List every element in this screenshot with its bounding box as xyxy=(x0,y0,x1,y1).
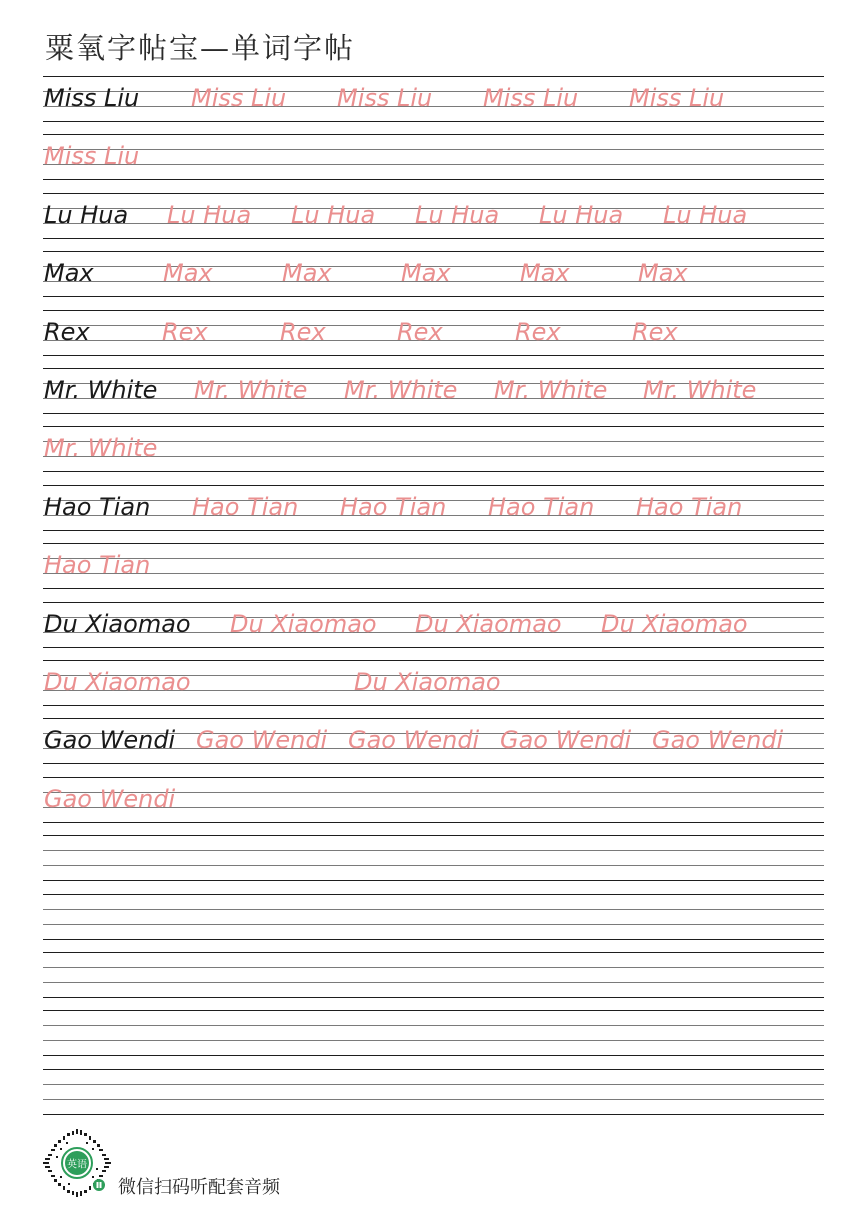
guide-line xyxy=(43,924,824,925)
guide-line xyxy=(43,705,824,706)
model-word: Du Xiaomao xyxy=(44,609,191,638)
writing-line-band xyxy=(43,1010,824,1055)
guide-line xyxy=(43,530,824,531)
guide-line xyxy=(43,909,824,910)
guide-line xyxy=(43,193,824,194)
trace-word: Hao Tian xyxy=(44,551,151,580)
guide-line xyxy=(43,179,824,180)
writing-line-band xyxy=(43,718,824,763)
trace-word: Hao Tian xyxy=(340,492,447,521)
guide-line xyxy=(43,238,824,239)
guide-line xyxy=(43,456,824,457)
guide-line xyxy=(43,880,824,881)
trace-word: Gao Wendi xyxy=(196,726,328,755)
trace-word: Max xyxy=(401,259,451,288)
trace-word: Hao Tian xyxy=(192,492,299,521)
qr-badge-text: 英语 xyxy=(67,1159,87,1171)
guide-line xyxy=(43,967,824,968)
trace-word: Rex xyxy=(632,317,678,346)
trace-word: Hao Tian xyxy=(488,492,595,521)
trace-word: Rex xyxy=(162,317,208,346)
guide-line xyxy=(43,939,824,940)
trace-word: Du Xiaomao xyxy=(354,668,501,696)
guide-line xyxy=(43,602,824,603)
model-word: Hao Tian xyxy=(44,492,151,521)
guide-line xyxy=(43,149,824,150)
scan-audio-caption: 微信扫码听配套音频 xyxy=(118,1177,280,1198)
guide-line xyxy=(43,1040,824,1041)
trace-word: Du Xiaomao xyxy=(415,609,562,638)
guide-line xyxy=(43,251,824,252)
writing-line-band xyxy=(43,660,824,705)
writing-line-band xyxy=(43,894,824,939)
guide-line xyxy=(43,835,824,836)
trace-word: Lu Hua xyxy=(167,200,252,229)
guide-line xyxy=(43,1084,824,1085)
guide-line xyxy=(43,558,824,559)
guide-line xyxy=(43,485,824,486)
trace-word: Max xyxy=(282,259,332,288)
trace-word: Miss Liu xyxy=(337,84,433,112)
guide-line xyxy=(43,76,824,77)
guide-line xyxy=(43,997,824,998)
model-word: Max xyxy=(44,259,94,288)
guide-line xyxy=(43,1099,824,1100)
guide-line xyxy=(43,588,824,589)
trace-word: Lu Hua xyxy=(415,200,500,229)
trace-word: Max xyxy=(638,259,688,288)
trace-word: Du Xiaomao xyxy=(44,668,191,696)
writing-line-band xyxy=(43,543,824,588)
guide-line xyxy=(43,660,824,661)
guide-line xyxy=(43,543,824,544)
model-word: Mr. White xyxy=(44,376,158,404)
guide-line xyxy=(43,647,824,648)
writing-line-band xyxy=(43,426,824,471)
trace-word: Max xyxy=(163,259,213,288)
trace-word: Du Xiaomao xyxy=(230,609,377,638)
trace-word: Rex xyxy=(397,317,443,346)
trace-word: Lu Hua xyxy=(291,200,376,229)
trace-word: Miss Liu xyxy=(44,142,140,171)
trace-word: Du Xiaomao xyxy=(601,609,748,638)
model-word: Lu Hua xyxy=(44,200,129,229)
trace-word: Lu Hua xyxy=(663,200,748,229)
guide-line xyxy=(43,413,824,414)
trace-word: Gao Wendi xyxy=(44,784,176,813)
guide-line xyxy=(43,426,824,427)
guide-line xyxy=(43,763,824,764)
guide-line xyxy=(43,310,824,311)
trace-word: Gao Wendi xyxy=(500,726,632,755)
trace-word: Mr. White xyxy=(344,376,458,404)
writing-line-band xyxy=(43,777,824,822)
guide-line xyxy=(43,952,824,953)
writing-line-band xyxy=(43,1069,824,1114)
guide-line xyxy=(43,1055,824,1056)
writing-line-band xyxy=(43,485,824,530)
trace-word: Lu Hua xyxy=(539,200,624,229)
guide-line xyxy=(43,982,824,983)
model-word: Gao Wendi xyxy=(44,726,176,755)
writing-line-band xyxy=(43,368,824,413)
trace-word: Gao Wendi xyxy=(348,726,480,755)
trace-word: Gao Wendi xyxy=(652,726,784,755)
writing-line-band xyxy=(43,310,824,355)
model-word: Miss Liu xyxy=(44,84,140,112)
trace-word: Miss Liu xyxy=(191,84,287,112)
writing-line-band xyxy=(43,952,824,997)
trace-word: Max xyxy=(520,259,570,288)
handwriting-sheet xyxy=(43,76,824,1116)
guide-line xyxy=(43,718,824,719)
guide-line xyxy=(43,865,824,866)
trace-word: Mr. White xyxy=(194,376,308,404)
guide-line xyxy=(43,850,824,851)
guide-line xyxy=(43,134,824,135)
writing-line-band xyxy=(43,835,824,880)
guide-line xyxy=(43,1025,824,1026)
trace-word: Hao Tian xyxy=(636,492,743,521)
trace-word: Rex xyxy=(515,317,561,346)
writing-line-band xyxy=(43,76,824,121)
guide-line xyxy=(43,1069,824,1070)
guide-line xyxy=(43,368,824,369)
writing-line-band xyxy=(43,193,824,238)
guide-line xyxy=(43,121,824,122)
guide-line xyxy=(43,355,824,356)
guide-line xyxy=(43,1010,824,1011)
guide-line xyxy=(43,441,824,442)
guide-line xyxy=(43,471,824,472)
guide-line xyxy=(43,164,824,165)
guide-line xyxy=(43,573,824,574)
guide-line xyxy=(43,894,824,895)
page-title: 粟氧字帖宝—单词字帖 xyxy=(45,31,356,65)
trace-word: Mr. White xyxy=(44,434,158,463)
trace-word: Miss Liu xyxy=(629,84,725,112)
mini-program-code-icon[interactable] xyxy=(42,1128,112,1198)
model-word: Rex xyxy=(44,317,90,346)
writing-line-band xyxy=(43,602,824,647)
writing-line-band xyxy=(43,251,824,296)
guide-line xyxy=(43,777,824,778)
guide-line xyxy=(43,822,824,823)
guide-line xyxy=(43,296,824,297)
trace-word: Miss Liu xyxy=(483,84,579,112)
trace-word: Rex xyxy=(280,317,326,346)
guide-line xyxy=(43,1114,824,1115)
trace-word: Mr. White xyxy=(643,376,757,404)
writing-line-band xyxy=(43,134,824,179)
trace-word: Mr. White xyxy=(494,376,608,404)
